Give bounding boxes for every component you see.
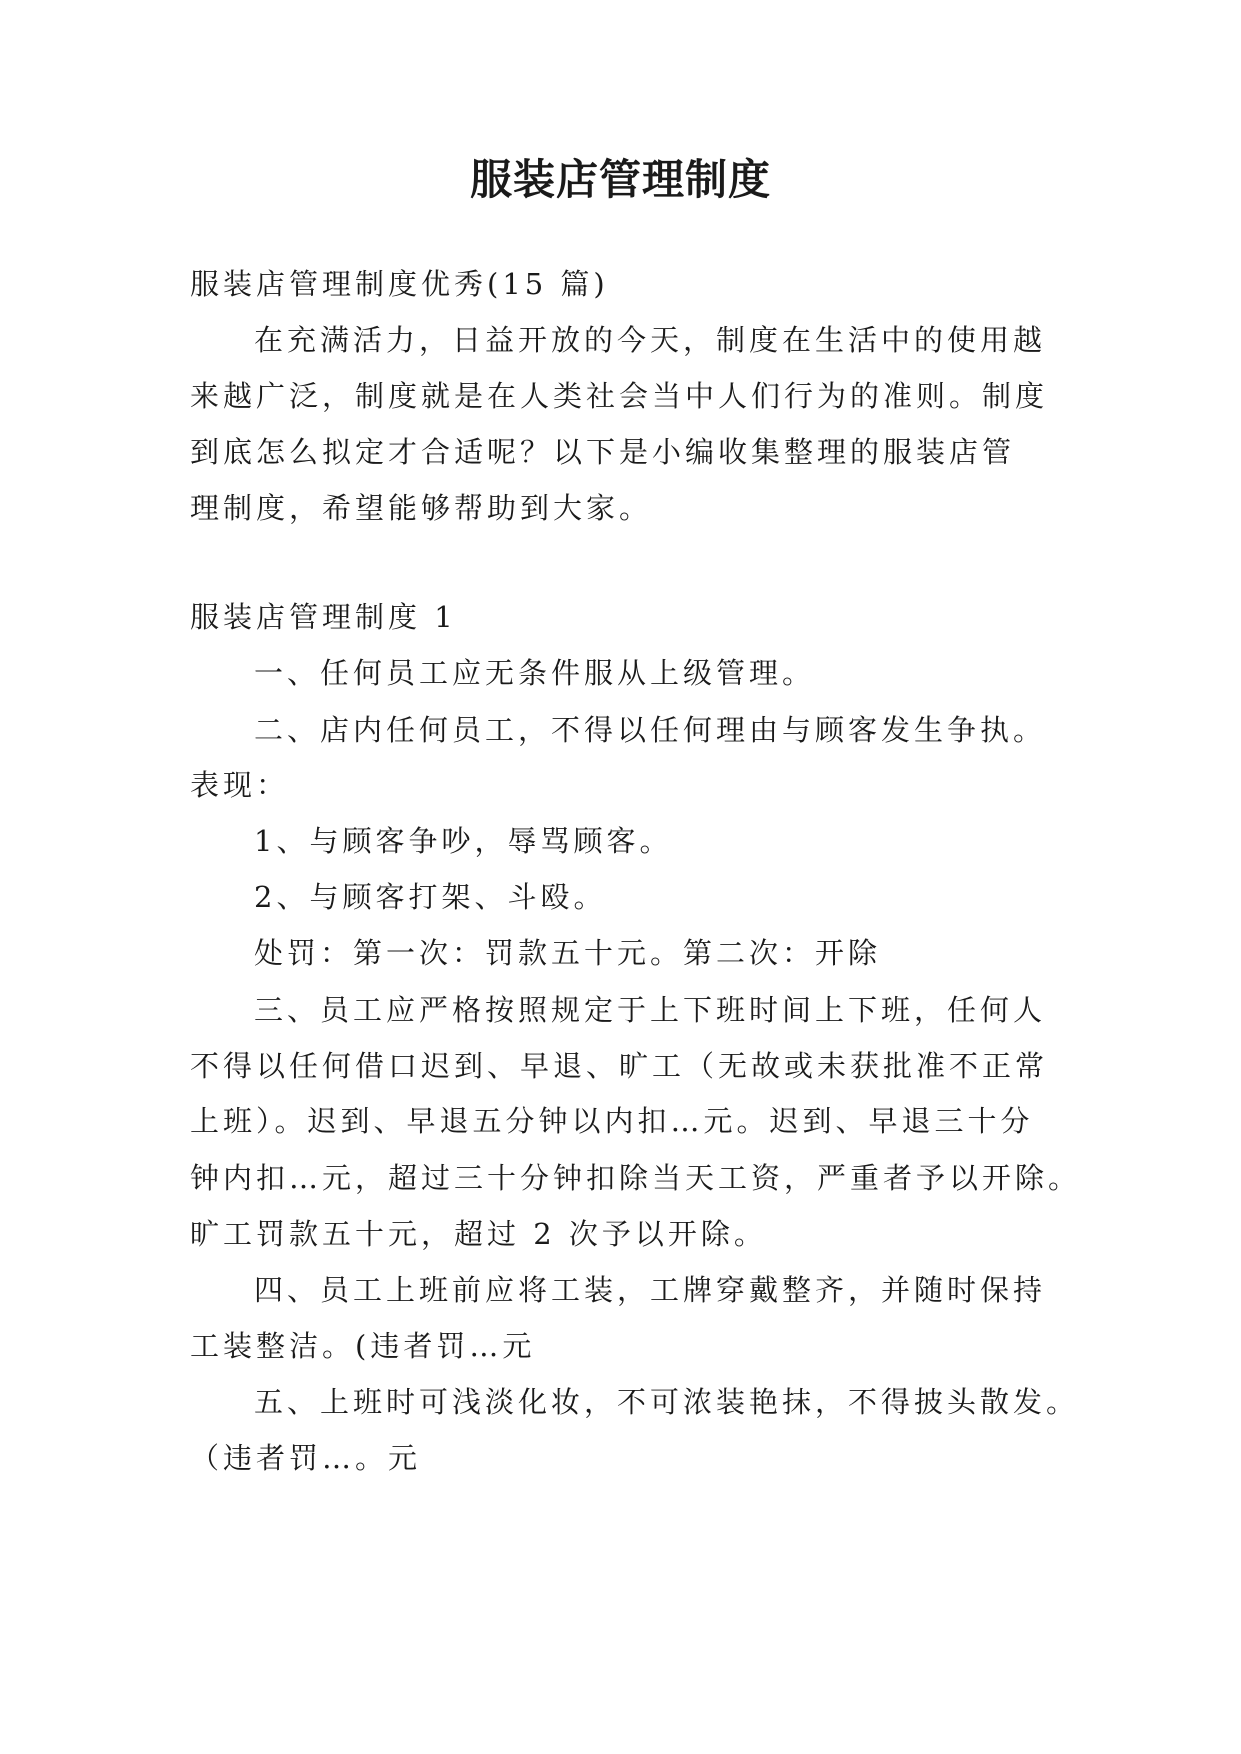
rule-line: 一、任何员工应无条件服从上级管理。: [254, 656, 816, 690]
rule-line: 上班）。迟到、早退五分钟以内扣…元。迟到、早退三十分: [190, 1104, 1034, 1138]
rule-line: （违者罚…。元: [190, 1441, 422, 1475]
rule-line: 工装整洁。(违者罚…元: [190, 1329, 536, 1363]
intro-line-1: 在充满活力，日益开放的今天，制度在生活中的使用越: [254, 323, 1047, 357]
intro-line-4: 理制度，希望能够帮助到大家。: [190, 491, 653, 525]
rule-line: 二、店内任何员工，不得以任何理由与顾客发生争执。: [254, 713, 1047, 747]
intro-line-3: 到底怎么拟定才合适呢？以下是小编收集整理的服装店管: [190, 435, 1016, 469]
rule-line: 2、与顾客打架、斗殴。: [254, 880, 607, 914]
section-heading: 服装店管理制度 1: [190, 600, 457, 634]
rule-line: 五、上班时可浅淡化妆，不可浓装艳抹，不得披头散发。: [254, 1385, 1080, 1419]
document-title: 服装店管理制度: [469, 155, 771, 204]
rule-line: 四、员工上班前应将工装，工牌穿戴整齐，并随时保持: [254, 1273, 1047, 1307]
rule-line: 旷工罚款五十元，超过 2 次予以开除。: [190, 1217, 767, 1251]
rule-line: 不得以任何借口迟到、早退、旷工（无故或未获批准不正常: [190, 1049, 1049, 1083]
intro-line-2: 来越广泛，制度就是在人类社会当中人们行为的准则。制度: [190, 379, 1049, 413]
rule-line: 钟内扣…元，超过三十分钟扣除当天工资，严重者予以开除。: [190, 1161, 1082, 1195]
subtitle-line: 服装店管理制度优秀(15 篇): [190, 267, 609, 301]
rule-line: 三、员工应严格按照规定于上下班时间上下班，任何人: [254, 993, 1047, 1027]
rule-line: 表现：: [190, 768, 290, 802]
rule-line: 1、与顾客争吵，辱骂顾客。: [254, 824, 673, 858]
rule-line: 处罚：第一次：罚款五十元。第二次：开除: [254, 936, 882, 970]
